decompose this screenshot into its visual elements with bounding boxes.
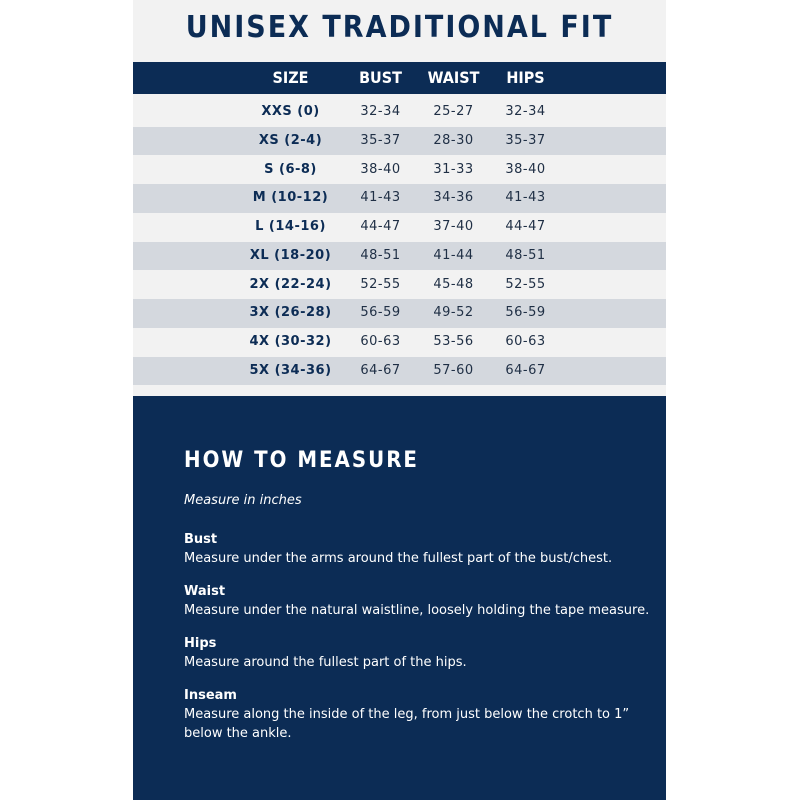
cell-size: XXS (0) (261, 104, 320, 119)
how-to-measure-section (133, 396, 666, 800)
cell-bust: 41-43 (360, 190, 401, 206)
header-hips: HIPS (506, 68, 545, 87)
cell-size: 2X (22-24) (249, 276, 332, 292)
header-bust: BUST (359, 68, 402, 87)
measure-text: Measure under the arms around the fullest part of the bust/chest. (184, 551, 613, 566)
table-row (133, 184, 666, 213)
cell-hips: 52-55 (505, 276, 546, 292)
table-row (133, 242, 666, 271)
cell-waist: 49-52 (433, 305, 474, 321)
cell-size: 3X (26-28) (249, 305, 332, 321)
cell-hips: 35-37 (505, 132, 546, 148)
table-row (133, 328, 666, 357)
table-row (133, 213, 666, 242)
cell-waist: 57-60 (433, 362, 474, 378)
header-waist: WAIST (427, 68, 480, 87)
measure-waist (184, 582, 654, 620)
header-size: SIZE (272, 68, 309, 87)
cell-waist: 53-56 (433, 334, 474, 349)
cell-waist: 37-40 (433, 219, 474, 234)
cell-hips: 56-59 (505, 305, 546, 321)
cell-size: 4X (30-32) (249, 334, 332, 349)
measure-subtitle: Measure in inches (184, 493, 302, 508)
cell-hips: 44-47 (505, 219, 546, 234)
cell-bust: 48-51 (360, 247, 401, 263)
cell-waist: 34-36 (433, 190, 474, 206)
table-row (133, 156, 666, 185)
table-row (133, 299, 666, 328)
table-header (133, 62, 666, 94)
cell-waist: 45-48 (433, 276, 474, 292)
cell-bust: 64-67 (360, 362, 401, 378)
cell-size: M (10-12) (252, 190, 329, 206)
cell-bust: 60-63 (360, 334, 401, 349)
cell-hips: 38-40 (505, 161, 546, 177)
cell-bust: 56-59 (360, 305, 401, 321)
cell-waist: 31-33 (433, 161, 474, 177)
chart-title: UNISEX TRADITIONAL FIT (185, 10, 614, 45)
measure-hips (184, 634, 654, 672)
cell-bust: 44-47 (360, 219, 401, 234)
cell-hips: 60-63 (505, 334, 546, 349)
cell-hips: 32-34 (505, 104, 546, 119)
measure-text: Measure around the fullest part of the hips. (184, 655, 467, 670)
measure-heading: Hips (184, 636, 217, 651)
cell-size: XL (18-20) (249, 247, 332, 263)
cell-bust: 35-37 (360, 132, 401, 148)
cell-hips: 64-67 (505, 362, 546, 378)
cell-size: 5X (34-36) (249, 362, 332, 378)
cell-waist: 28-30 (433, 132, 474, 148)
measure-heading: Waist (184, 584, 226, 599)
cell-size: S (6-8) (264, 161, 317, 177)
measure-heading: Bust (184, 532, 218, 547)
table-row (133, 127, 666, 156)
size-table-section (133, 0, 666, 396)
measure-inseam (184, 686, 654, 743)
cell-size: L (14-16) (255, 219, 326, 234)
cell-hips: 41-43 (505, 190, 546, 206)
cell-hips: 48-51 (505, 247, 546, 263)
cell-waist: 25-27 (433, 104, 474, 119)
size-chart-card (133, 0, 666, 800)
table-row (133, 357, 666, 386)
cell-bust: 32-34 (360, 104, 401, 119)
measure-heading: Inseam (184, 688, 237, 703)
measure-title: HOW TO MEASURE (184, 448, 419, 473)
cell-waist: 41-44 (433, 247, 474, 263)
measure-bust (184, 530, 654, 568)
cell-bust: 38-40 (360, 161, 401, 177)
table-row (133, 271, 666, 300)
measure-text: Measure under the natural waistline, loosely holding the tape measure. (184, 603, 650, 618)
table-row (133, 98, 666, 127)
measure-text: Measure along the inside of the leg, from just below the crotch to 1” below the ankle. (184, 707, 630, 741)
cell-size: XS (2-4) (258, 132, 323, 148)
cell-bust: 52-55 (360, 276, 401, 292)
